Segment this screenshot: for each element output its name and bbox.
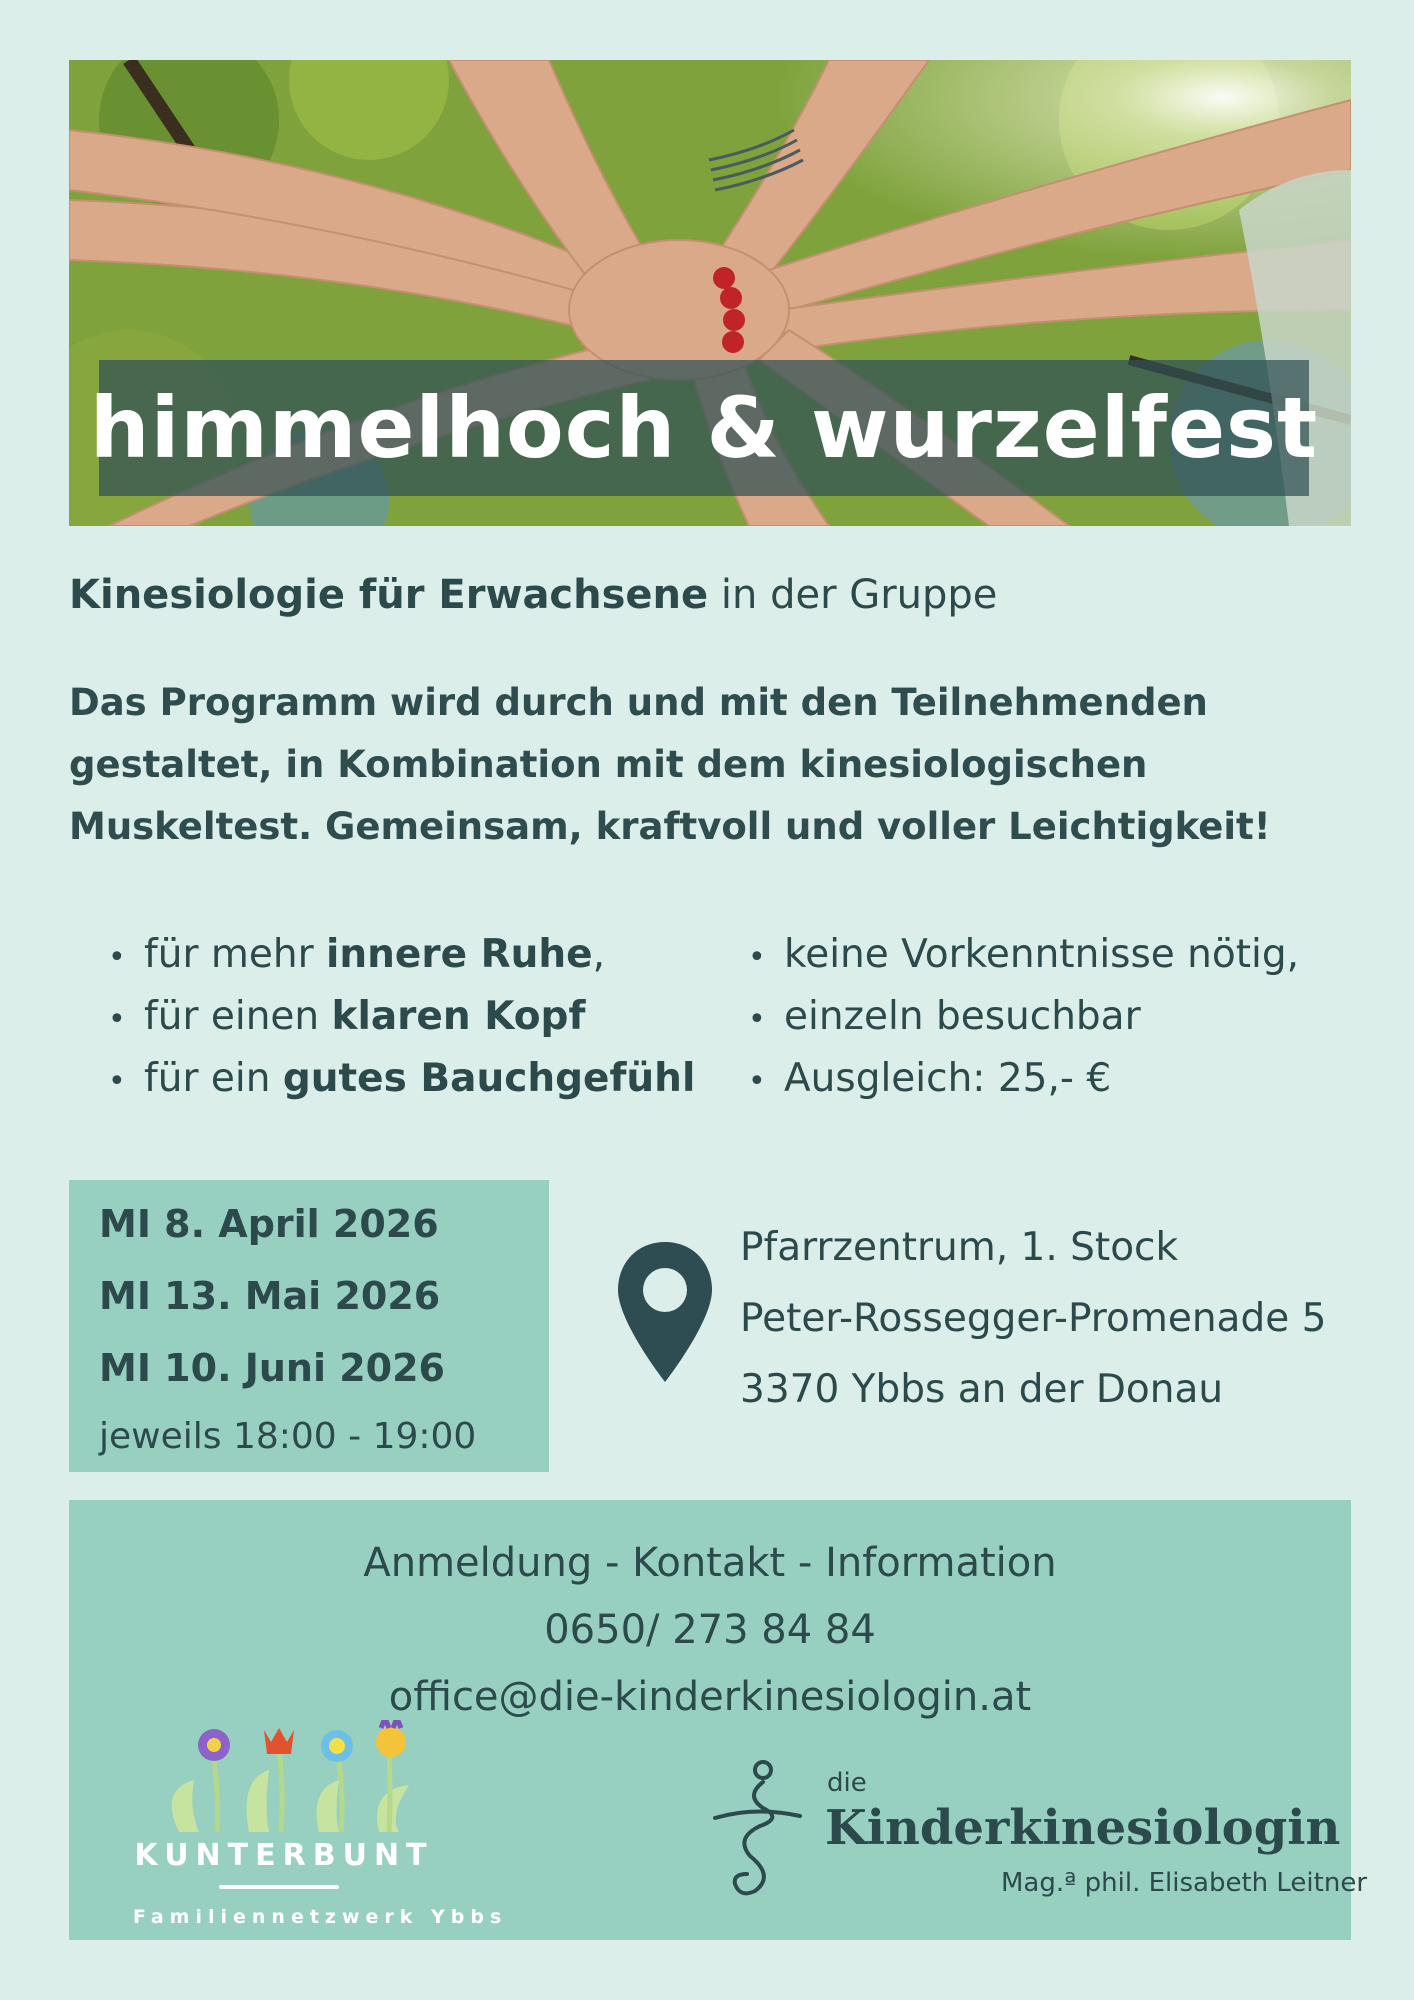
- kinderkinesiologin-logo: [705, 1756, 1368, 1916]
- benefit-post: ,: [592, 932, 606, 977]
- subtitle-rest: in der Gruppe: [708, 572, 998, 618]
- subtitle: [69, 572, 997, 618]
- event-date: MI 13. Mai 2026: [99, 1274, 441, 1318]
- contact-email[interactable]: office@die-kinderkinesiologin.at: [388, 1674, 1032, 1720]
- kunterbunt-logo: [119, 1720, 508, 1928]
- intro-line: Muskeltest. Gemeinsam, kraftvoll und voller Leichtigkeit!: [69, 805, 1271, 848]
- page-title: himmelhoch & wurzelfest: [89, 379, 1319, 477]
- benefit-pre: für mehr: [144, 932, 327, 977]
- contact-heading: Anmeldung - Kontakt - Information: [363, 1540, 1057, 1586]
- hero-image: [69, 60, 1351, 526]
- map-pin-icon: [614, 1238, 716, 1386]
- intro-line: gestaltet, in Kombination mit dem kinesiologischen: [69, 743, 1148, 786]
- address-line: 3370 Ybbs an der Donau: [740, 1367, 1224, 1412]
- event-time: jeweils 18:00 - 19:00: [99, 1416, 477, 1457]
- logo-name: Kinderkinesiologin: [825, 1800, 1341, 1856]
- benefit-pre: für ein: [144, 1056, 283, 1101]
- list-item: [108, 986, 695, 1048]
- kunterbunt-title: KUNTERBUNT: [134, 1838, 434, 1873]
- event-date: MI 10. Juni 2026: [99, 1346, 445, 1390]
- benefit-bold: innere Ruhe: [326, 932, 593, 977]
- subtitle-bold: Kinesiologie für Erwachsene: [69, 572, 709, 618]
- address-line: Pfarrzentrum, 1. Stock: [740, 1225, 1179, 1270]
- list-item: • Ausgleich: 25,- €: [748, 1048, 1299, 1110]
- spiral-figure-icon: [705, 1756, 815, 1906]
- contact-phone[interactable]: 0650/ 273 84 84: [544, 1607, 876, 1653]
- benefits-list: [108, 924, 695, 1110]
- flowers-icon: [119, 1720, 449, 1840]
- kunterbunt-underline: [219, 1885, 339, 1889]
- info-list: [748, 924, 1299, 1110]
- logo-subtitle: Mag.ª phil. Elisabeth Leitner: [1001, 1868, 1368, 1898]
- list-item: • keine Vorkenntnisse nötig,: [748, 924, 1299, 986]
- intro-line: Das Programm wird durch und mit den Teilnehmenden: [69, 681, 1208, 724]
- intro-text: [69, 672, 1349, 858]
- contact-box: [69, 1500, 1368, 1940]
- kunterbunt-subtitle: Familiennetzwerk Ybbs: [133, 1906, 508, 1928]
- benefit-pre: für einen: [144, 994, 332, 1039]
- address: [740, 1212, 1326, 1425]
- list-item: • einzeln besuchbar: [748, 986, 1299, 1048]
- logo-die: die: [827, 1768, 867, 1798]
- list-item: [108, 1048, 695, 1110]
- event-date: MI 8. April 2026: [99, 1202, 439, 1246]
- benefit-bold: klaren Kopf: [331, 994, 586, 1039]
- list-item: [108, 924, 695, 986]
- title-band: [89, 360, 1319, 496]
- dates-box: [69, 1180, 549, 1472]
- address-line: Peter-Rossegger-Promenade 5: [740, 1296, 1327, 1341]
- benefit-bold: gutes Bauchgefühl: [282, 1056, 696, 1101]
- contact-info: [69, 1530, 1351, 1731]
